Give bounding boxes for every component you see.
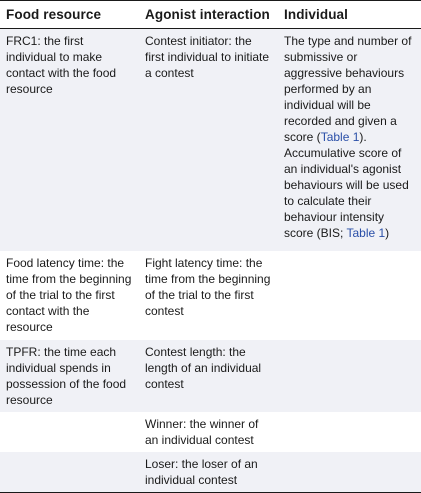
cell-food-resource: TPFR: the time each individual spends in possession of the food resource: [0, 340, 139, 412]
table-row: [0, 452, 421, 493]
cell-agonist-interaction: Winner: the winner of an individual contest: [139, 412, 278, 452]
cell-agonist-interaction: Loser: the loser of an individual contest: [139, 452, 278, 493]
table-header-row: [0, 1, 421, 29]
cell-food-resource: Food latency time: the time from the beginning of the trial to the first contact with the resource: [0, 251, 139, 340]
cell-individual: [278, 251, 421, 340]
cell-agonist-interaction: Fight latency time: the time from the beginning of the trial to the first contest: [139, 251, 278, 340]
header-individual: Individual: [278, 1, 421, 29]
cell-food-resource: [0, 412, 139, 452]
cell-individual: [278, 29, 421, 251]
cell-individual: [278, 452, 421, 493]
table-row: [0, 412, 421, 452]
cell-individual: [278, 340, 421, 412]
table-row: [0, 251, 421, 340]
table-1-link[interactable]: Table 1: [320, 130, 360, 144]
cell-food-resource: [0, 452, 139, 493]
cell-food-resource: FRC1: the first individual to make contact with the food resource: [0, 29, 139, 251]
cell-agonist-interaction: Contest length: the length of an individual contest: [139, 340, 278, 412]
table-1-link[interactable]: Table 1: [346, 226, 386, 240]
cell-text: ). Accumulative score of an individual's agonist behaviours will be used to calculate their behaviour intensity score (BIS;: [284, 130, 409, 240]
header-agonist-interaction: Agonist interaction: [139, 1, 278, 29]
cell-text: ): [385, 226, 390, 240]
cell-text: The type and number of submissive or aggressive behaviours performed by an individual will be recorded and given a score (: [284, 34, 412, 144]
cell-agonist-interaction: Contest initiator: the first individual to initiate a contest: [139, 29, 278, 251]
table-row: [0, 340, 421, 412]
header-food-resource: Food resource: [0, 1, 139, 29]
table-row: [0, 29, 421, 251]
cell-individual: [278, 412, 421, 452]
